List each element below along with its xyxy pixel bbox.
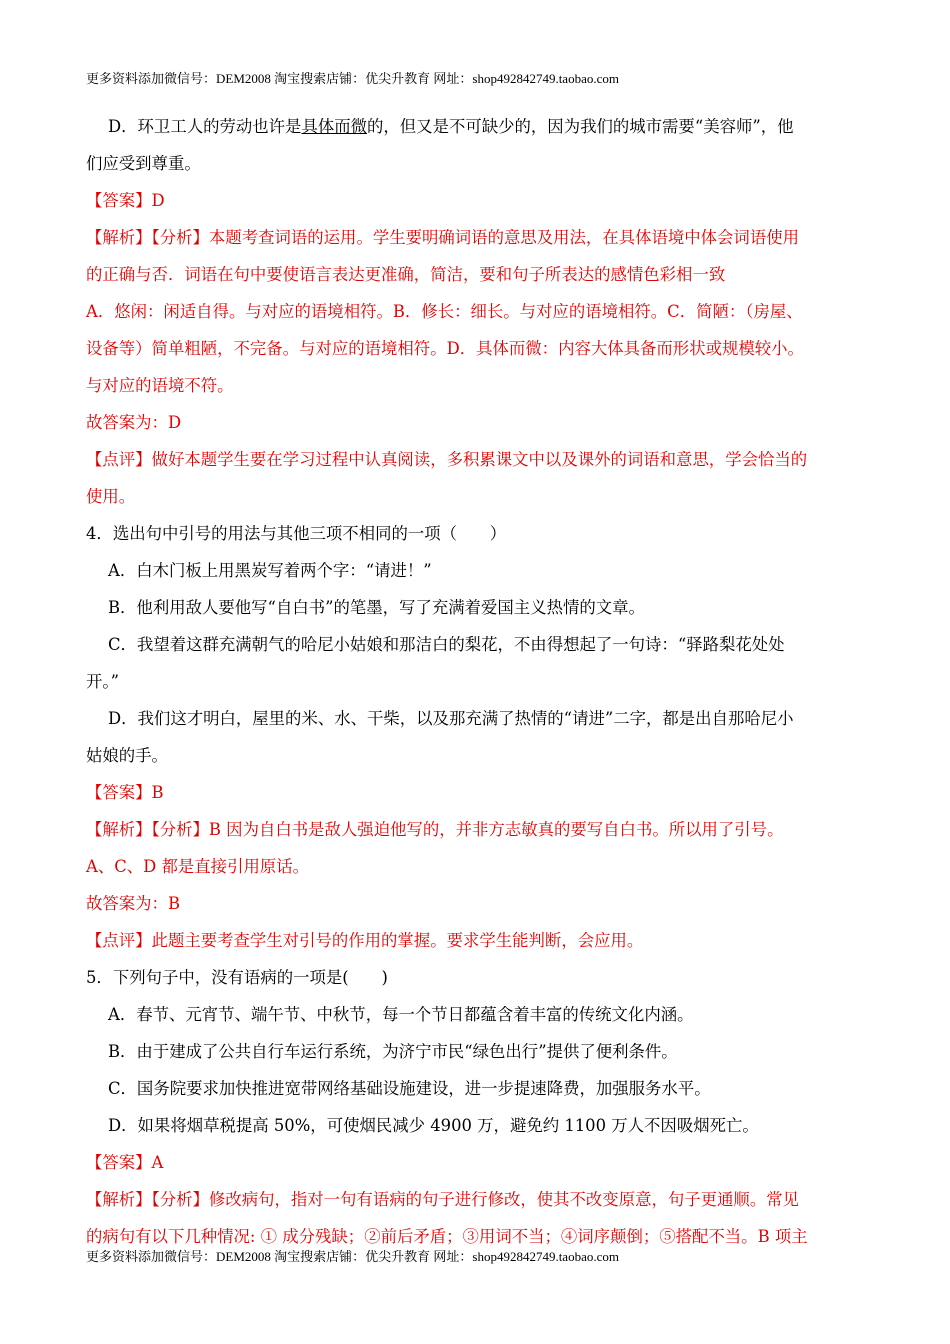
q3-comment: 【点评】做好本题学生要在学习过程中认真阅读，多积累课文中以及课外的词语和意思，学会恰当的 <box>86 450 808 469</box>
q4-option-c-cont: 开。” <box>86 672 119 691</box>
q3-analysis-line: 的正确与否．词语在句中要使语言表达更准确，简洁，要和句子所表达的感情色彩相一致 <box>86 265 726 284</box>
q3-answer: 【答案】D <box>86 191 165 210</box>
q4-analysis-line: A、C、D 都是直接引用原话。 <box>86 857 310 876</box>
q3-option-d-text-rest: 的，但又是不可缺少的，因为我们的城市需要“美容师”，他 <box>367 117 794 136</box>
q3-option-d <box>86 108 860 145</box>
page-header: 更多资料添加微信号：DEM2008 淘宝搜索店铺：优尖升教育 网址：shop492842749.taobao.com <box>86 71 619 86</box>
q3-option-d-text: D．环卫工人的劳动也许是 <box>108 117 302 136</box>
q3-option-d-cont: 们应受到尊重。 <box>86 154 201 173</box>
q4-option-c: C．我望着这群充满朝气的哈尼小姑娘和那洁白的梨花，不由得想起了一句诗：“驿路梨花处处 <box>108 635 785 654</box>
q3-analysis-line: A．悠闲：闲适自得。与对应的语境相符。B．修长：细长。与对应的语境相符。C．简陋：（房屋、 <box>86 302 803 321</box>
q4-comment: 【点评】此题主要考查学生对引号的作用的掌握。要求学生能判断，会应用。 <box>86 931 644 950</box>
q5-analysis-line: 【解析】【分析】修改病句，指对一句有语病的句子进行修改，使其不改变原意，句子更通顺。常见 <box>86 1190 799 1209</box>
q3-analysis-line: 【解析】【分析】本题考查词语的运用。学生要明确词语的意思及用法，在具体语境中体会词语使用 <box>86 228 799 247</box>
q5-answer: 【答案】A <box>86 1153 164 1172</box>
q3-analysis-line: 设备等）简单粗陋，不完备。与对应的语境相符。D．具体而微：内容大体具备而形状或规模较小。 <box>86 339 804 358</box>
q3-analysis-line: 与对应的语境不符。 <box>86 376 234 395</box>
q5-stem: 5．下列句子中，没有语病的一项是( ) <box>86 968 388 987</box>
q4-option-b: B．他利用敌人要他写“自白书”的笔墨，写了充满着爱国主义热情的文章。 <box>108 598 645 617</box>
q5-option-a: A．春节、元宵节、端午节、中秋节，每一个节日都蕴含着丰富的传统文化内涵。 <box>108 1005 694 1024</box>
q4-analysis-line: 【解析】【分析】B 因为自白书是敌人强迫他写的，并非方志敏真的要写自白书。所以用了引号。 <box>86 820 784 839</box>
q4-stem: 4．选出句中引号的用法与其他三项不相同的一项（ ） <box>86 524 507 543</box>
q4-final-answer: 故答案为：B <box>86 894 180 913</box>
q3-final-answer: 故答案为：D <box>86 413 182 432</box>
q5-analysis-line: 的病句有以下几种情况: ① 成分残缺；②前后矛盾；③用词不当；④词序颠倒；⑤搭配不当。B 项主 <box>86 1227 808 1246</box>
q4-option-a: A．白木门板上用黑炭写着两个字：“请进！” <box>108 561 432 580</box>
q3-underlined-term: 具体而微 <box>301 117 368 136</box>
q5-option-d: D．如果将烟草税提高 50%，可使烟民减少 4900 万，避免约 1100 万人不因吸烟死亡。 <box>108 1116 759 1135</box>
page-footer: 更多资料添加微信号：DEM2008 淘宝搜索店铺：优尖升教育 网址：shop492842749.taobao.com <box>86 1249 619 1264</box>
q5-option-c: C．国务院要求加快推进宽带网络基础设施建设，进一步提速降费，加强服务水平。 <box>108 1079 711 1098</box>
q4-option-d-cont: 姑娘的手。 <box>86 746 168 765</box>
q4-option-d: D．我们这才明白，屋里的米、水、干柴，以及那充满了热情的“请进”二字，都是出自那哈尼小 <box>108 709 794 728</box>
q5-option-b: B．由于建成了公共自行车运行系统，为济宁市民“绿色出行”提供了便利条件。 <box>108 1042 678 1061</box>
page-content <box>86 108 860 1255</box>
q4-answer: 【答案】B <box>86 783 164 802</box>
q3-comment-cont: 使用。 <box>86 487 136 506</box>
